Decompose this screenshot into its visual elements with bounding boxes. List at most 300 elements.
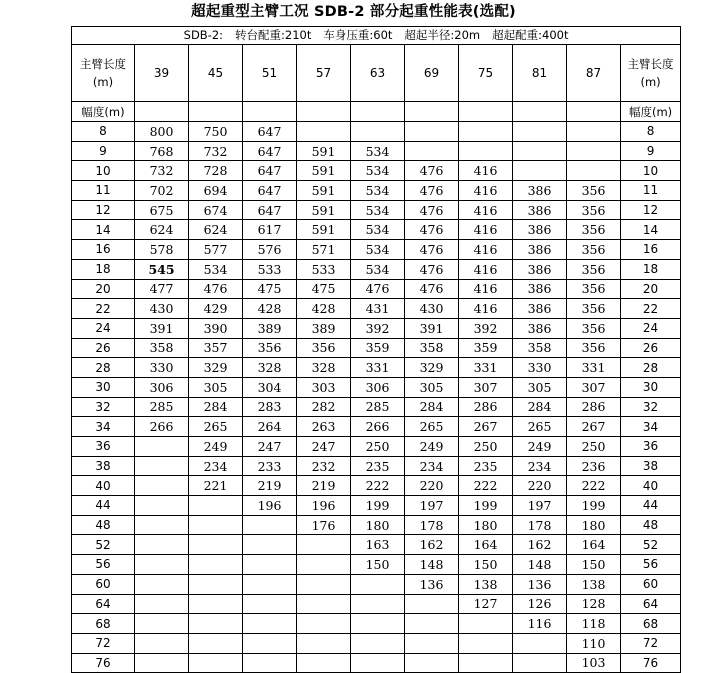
capacity-cell: 250 — [459, 437, 513, 457]
superlift-radius: 超起半径:20m — [404, 28, 481, 42]
radius-cell-left: 20 — [72, 279, 135, 299]
capacity-cell — [243, 515, 297, 535]
capacity-cell: 110 — [567, 633, 621, 653]
boom-length-unit-text: (m) — [92, 75, 114, 89]
capacity-cell — [189, 535, 243, 555]
capacity-cell — [297, 122, 351, 142]
table-row — [72, 358, 681, 378]
table-row — [72, 318, 681, 338]
capacity-cell: 197 — [513, 496, 567, 516]
radius-cell-left: 44 — [72, 496, 135, 516]
capacity-cell — [297, 653, 351, 673]
capacity-cell — [135, 535, 189, 555]
radius-cell-right: 14 — [621, 220, 681, 240]
capacity-cell: 285 — [351, 397, 405, 417]
capacity-cell: 263 — [297, 417, 351, 437]
capacity-cell: 222 — [351, 476, 405, 496]
boom-length-unit-text: (m) — [640, 75, 661, 89]
capacity-cell — [567, 141, 621, 161]
capacity-cell: 284 — [405, 397, 459, 417]
capacity-cell: 136 — [405, 574, 459, 594]
capacity-cell: 247 — [243, 437, 297, 457]
capacity-cell: 674 — [189, 200, 243, 220]
capacity-cell: 150 — [567, 555, 621, 575]
capacity-cell: 180 — [459, 515, 513, 535]
radius-cell-right: 10 — [621, 161, 681, 181]
capacity-cell: 219 — [297, 476, 351, 496]
boom-length-label-text: 主臂长度 — [627, 57, 674, 71]
table-row — [72, 299, 681, 319]
radius-cell-left: 18 — [72, 259, 135, 279]
capacity-cell: 356 — [567, 240, 621, 260]
capacity-cell: 392 — [351, 318, 405, 338]
radius-cell-left: 60 — [72, 574, 135, 594]
capacity-cell: 428 — [297, 299, 351, 319]
capacity-cell: 591 — [297, 181, 351, 201]
capacity-cell — [243, 633, 297, 653]
capacity-cell: 534 — [351, 220, 405, 240]
radius-cell-left: 11 — [72, 181, 135, 201]
capacity-cell: 178 — [513, 515, 567, 535]
capacity-cell: 305 — [189, 377, 243, 397]
capacity-cell: 386 — [513, 240, 567, 260]
radius-cell-left: 38 — [72, 456, 135, 476]
capacity-cell — [513, 653, 567, 673]
capacity-cell — [135, 653, 189, 673]
capacity-cell: 197 — [405, 496, 459, 516]
capacity-cell: 430 — [135, 299, 189, 319]
boom-length-header-cell: 69 — [405, 45, 459, 102]
capacity-cell: 800 — [135, 122, 189, 142]
amplitude-header-empty-cell — [405, 102, 459, 122]
capacity-cell: 282 — [297, 397, 351, 417]
capacity-cell: 330 — [513, 358, 567, 378]
capacity-cell: 571 — [297, 240, 351, 260]
capacity-cell: 136 — [513, 574, 567, 594]
capacity-cell: 591 — [297, 141, 351, 161]
capacity-cell: 249 — [405, 437, 459, 457]
capacity-cell: 127 — [459, 594, 513, 614]
amplitude-header-empty-cell — [135, 102, 189, 122]
capacity-cell: 358 — [405, 338, 459, 358]
capacity-cell: 164 — [459, 535, 513, 555]
capacity-cell — [351, 574, 405, 594]
capacity-cell — [135, 515, 189, 535]
capacity-cell: 128 — [567, 594, 621, 614]
radius-cell-right: 30 — [621, 377, 681, 397]
capacity-cell: 416 — [459, 279, 513, 299]
turntable-counterweight: 转台配重:210t — [235, 28, 312, 42]
boom-length-header-cell: 51 — [243, 45, 297, 102]
capacity-cell — [513, 633, 567, 653]
capacity-cell — [189, 614, 243, 634]
capacity-cell: 389 — [297, 318, 351, 338]
capacity-cell: 357 — [189, 338, 243, 358]
capacity-cell — [297, 614, 351, 634]
radius-cell-left: 30 — [72, 377, 135, 397]
capacity-cell — [189, 633, 243, 653]
capacity-cell: 221 — [189, 476, 243, 496]
capacity-cell: 356 — [567, 220, 621, 240]
radius-cell-left: 52 — [72, 535, 135, 555]
capacity-cell — [243, 535, 297, 555]
capacity-cell: 126 — [513, 594, 567, 614]
table-row — [72, 594, 681, 614]
capacity-cell: 750 — [189, 122, 243, 142]
capacity-cell: 386 — [513, 279, 567, 299]
radius-cell-left: 32 — [72, 397, 135, 417]
config-cell — [72, 27, 681, 45]
capacity-cell: 148 — [405, 555, 459, 575]
boom-length-label-text: 主臂长度 — [80, 57, 126, 71]
capacity-cell: 476 — [405, 181, 459, 201]
capacity-cell — [189, 496, 243, 516]
capacity-cell: 476 — [405, 259, 459, 279]
table-row — [72, 653, 681, 673]
capacity-cell: 196 — [297, 496, 351, 516]
capacity-cell: 358 — [513, 338, 567, 358]
capacity-cell: 533 — [297, 259, 351, 279]
capacity-cell: 356 — [243, 338, 297, 358]
capacity-cell: 476 — [405, 161, 459, 181]
capacity-cell: 219 — [243, 476, 297, 496]
capacity-cell — [405, 122, 459, 142]
capacity-cell: 328 — [243, 358, 297, 378]
capacity-cell: 304 — [243, 377, 297, 397]
radius-cell-right: 16 — [621, 240, 681, 260]
capacity-cell — [135, 555, 189, 575]
capacity-cell: 220 — [405, 476, 459, 496]
radius-cell-left: 8 — [72, 122, 135, 142]
capacity-cell: 356 — [567, 200, 621, 220]
capacity-cell: 150 — [459, 555, 513, 575]
capacity-cell: 534 — [189, 259, 243, 279]
capacity-cell — [135, 633, 189, 653]
boom-length-header-cell: 63 — [351, 45, 405, 102]
capacity-cell: 162 — [513, 535, 567, 555]
table-row — [72, 633, 681, 653]
amplitude-header-row — [72, 102, 681, 122]
capacity-cell: 356 — [567, 259, 621, 279]
capacity-cell: 533 — [243, 259, 297, 279]
radius-cell-right: 52 — [621, 535, 681, 555]
capacity-cell: 222 — [459, 476, 513, 496]
capacity-cell: 624 — [189, 220, 243, 240]
capacity-cell: 428 — [243, 299, 297, 319]
amplitude-header-empty-cell — [189, 102, 243, 122]
capacity-cell: 199 — [351, 496, 405, 516]
capacity-cell: 331 — [567, 358, 621, 378]
capacity-cell: 235 — [459, 456, 513, 476]
radius-cell-left: 16 — [72, 240, 135, 260]
boom-length-header-cell: 57 — [297, 45, 351, 102]
table-row — [72, 259, 681, 279]
capacity-cell — [189, 555, 243, 575]
amplitude-header-empty-cell — [459, 102, 513, 122]
capacity-cell: 264 — [243, 417, 297, 437]
capacity-cell: 118 — [567, 614, 621, 634]
boom-length-label-right — [621, 45, 681, 102]
capacity-cell: 164 — [567, 535, 621, 555]
table-row — [72, 397, 681, 417]
radius-cell-right: 8 — [621, 122, 681, 142]
table-row — [72, 437, 681, 457]
radius-cell-right: 12 — [621, 200, 681, 220]
capacity-cell — [405, 633, 459, 653]
capacity-cell: 392 — [459, 318, 513, 338]
capacity-cell: 305 — [405, 377, 459, 397]
capacity-cell: 235 — [351, 456, 405, 476]
capacity-cell: 576 — [243, 240, 297, 260]
table-row — [72, 456, 681, 476]
capacity-cell — [405, 653, 459, 673]
capacity-cell: 162 — [405, 535, 459, 555]
capacity-cell: 768 — [135, 141, 189, 161]
capacity-cell: 728 — [189, 161, 243, 181]
radius-cell-right: 9 — [621, 141, 681, 161]
capacity-cell: 196 — [243, 496, 297, 516]
capacity-cell: 234 — [405, 456, 459, 476]
superlift-counterweight: 超起配重:400t — [492, 28, 569, 42]
capacity-cell: 386 — [513, 259, 567, 279]
table-row — [72, 377, 681, 397]
capacity-cell: 234 — [513, 456, 567, 476]
capacity-cell: 476 — [405, 279, 459, 299]
capacity-cell: 647 — [243, 200, 297, 220]
capacity-cell — [459, 141, 513, 161]
capacity-cell — [243, 594, 297, 614]
radius-cell-right: 34 — [621, 417, 681, 437]
radius-cell-right: 24 — [621, 318, 681, 338]
radius-cell-left: 64 — [72, 594, 135, 614]
load-chart-table — [71, 26, 681, 673]
radius-cell-left: 22 — [72, 299, 135, 319]
capacity-cell: 359 — [351, 338, 405, 358]
radius-cell-right: 36 — [621, 437, 681, 457]
capacity-cell: 416 — [459, 299, 513, 319]
capacity-cell: 356 — [567, 181, 621, 201]
capacity-cell: 386 — [513, 200, 567, 220]
radius-cell-right: 22 — [621, 299, 681, 319]
capacity-cell: 416 — [459, 220, 513, 240]
boom-length-header-row — [72, 45, 681, 102]
capacity-cell — [297, 633, 351, 653]
radius-cell-left: 48 — [72, 515, 135, 535]
capacity-cell: 329 — [189, 358, 243, 378]
capacity-cell: 176 — [297, 515, 351, 535]
table-row — [72, 574, 681, 594]
capacity-cell: 148 — [513, 555, 567, 575]
page-title: 超起重型主臂工况 SDB-2 部分起重性能表(选配) — [191, 4, 516, 20]
capacity-cell: 591 — [297, 220, 351, 240]
capacity-cell — [243, 555, 297, 575]
capacity-cell: 330 — [135, 358, 189, 378]
capacity-cell: 178 — [405, 515, 459, 535]
capacity-cell — [135, 574, 189, 594]
capacity-cell: 305 — [513, 377, 567, 397]
capacity-cell — [189, 574, 243, 594]
table-row — [72, 240, 681, 260]
capacity-cell — [243, 574, 297, 594]
capacity-cell: 329 — [405, 358, 459, 378]
capacity-cell: 138 — [459, 574, 513, 594]
capacity-cell: 577 — [189, 240, 243, 260]
capacity-cell: 138 — [567, 574, 621, 594]
capacity-cell: 220 — [513, 476, 567, 496]
capacity-cell: 199 — [567, 496, 621, 516]
capacity-cell: 386 — [513, 299, 567, 319]
capacity-cell: 247 — [297, 437, 351, 457]
capacity-cell: 534 — [351, 141, 405, 161]
capacity-cell: 534 — [351, 240, 405, 260]
capacity-cell — [189, 515, 243, 535]
capacity-cell — [405, 594, 459, 614]
capacity-cell: 180 — [567, 515, 621, 535]
capacity-cell: 250 — [567, 437, 621, 457]
capacity-cell: 617 — [243, 220, 297, 240]
capacity-cell: 284 — [513, 397, 567, 417]
capacity-cell: 356 — [567, 279, 621, 299]
capacity-cell — [459, 614, 513, 634]
capacity-cell: 647 — [243, 161, 297, 181]
radius-cell-right: 60 — [621, 574, 681, 594]
capacity-cell: 389 — [243, 318, 297, 338]
capacity-cell: 331 — [459, 358, 513, 378]
capacity-cell: 249 — [189, 437, 243, 457]
capacity-cell: 476 — [405, 220, 459, 240]
capacity-cell — [351, 653, 405, 673]
capacity-cell: 702 — [135, 181, 189, 201]
radius-cell-right: 56 — [621, 555, 681, 575]
radius-cell-right: 11 — [621, 181, 681, 201]
capacity-cell: 732 — [135, 161, 189, 181]
table-row — [72, 535, 681, 555]
radius-cell-right: 64 — [621, 594, 681, 614]
capacity-cell: 545 — [135, 259, 189, 279]
capacity-cell: 265 — [405, 417, 459, 437]
capacity-cell: 331 — [351, 358, 405, 378]
table-row — [72, 496, 681, 516]
capacity-cell: 283 — [243, 397, 297, 417]
capacity-cell: 591 — [297, 200, 351, 220]
radius-cell-left: 12 — [72, 200, 135, 220]
radius-cell-left: 56 — [72, 555, 135, 575]
capacity-cell: 416 — [459, 240, 513, 260]
radius-cell-left: 24 — [72, 318, 135, 338]
capacity-cell: 233 — [243, 456, 297, 476]
radius-cell-left: 28 — [72, 358, 135, 378]
capacity-cell — [513, 161, 567, 181]
capacity-cell: 390 — [189, 318, 243, 338]
capacity-cell — [243, 614, 297, 634]
radius-cell-left: 40 — [72, 476, 135, 496]
capacity-cell: 476 — [405, 200, 459, 220]
capacity-cell: 429 — [189, 299, 243, 319]
capacity-cell: 386 — [513, 220, 567, 240]
capacity-cell: 356 — [567, 338, 621, 358]
capacity-cell: 386 — [513, 318, 567, 338]
capacity-cell — [189, 653, 243, 673]
table-row — [72, 220, 681, 240]
amplitude-header-empty-cell — [567, 102, 621, 122]
table-row — [72, 161, 681, 181]
table-row — [72, 555, 681, 575]
amplitude-header-empty-cell — [297, 102, 351, 122]
capacity-cell — [513, 122, 567, 142]
capacity-cell — [135, 614, 189, 634]
radius-cell-right: 18 — [621, 259, 681, 279]
capacity-cell — [351, 633, 405, 653]
capacity-cell — [405, 141, 459, 161]
capacity-cell — [459, 122, 513, 142]
capacity-cell — [351, 594, 405, 614]
capacity-cell: 475 — [297, 279, 351, 299]
capacity-cell — [135, 456, 189, 476]
radius-cell-left: 68 — [72, 614, 135, 634]
capacity-cell: 675 — [135, 200, 189, 220]
radius-cell-right: 20 — [621, 279, 681, 299]
capacity-cell — [243, 653, 297, 673]
capacity-cell: 476 — [351, 279, 405, 299]
boom-length-header-cell: 75 — [459, 45, 513, 102]
table-row — [72, 417, 681, 437]
capacity-cell: 163 — [351, 535, 405, 555]
radius-cell-left: 36 — [72, 437, 135, 457]
capacity-cell: 266 — [135, 417, 189, 437]
capacity-cell: 647 — [243, 181, 297, 201]
capacity-cell — [297, 555, 351, 575]
capacity-cell — [297, 594, 351, 614]
capacity-cell: 475 — [243, 279, 297, 299]
capacity-cell: 199 — [459, 496, 513, 516]
capacity-cell — [405, 614, 459, 634]
capacity-cell: 591 — [297, 161, 351, 181]
capacity-cell: 303 — [297, 377, 351, 397]
radius-cell-right: 28 — [621, 358, 681, 378]
radius-cell-left: 26 — [72, 338, 135, 358]
capacity-cell: 232 — [297, 456, 351, 476]
amplitude-label-right: 幅度(m) — [621, 102, 681, 122]
capacity-cell: 476 — [189, 279, 243, 299]
capacity-cell: 358 — [135, 338, 189, 358]
capacity-cell — [567, 122, 621, 142]
capacity-cell: 266 — [351, 417, 405, 437]
capacity-cell: 416 — [459, 259, 513, 279]
capacity-cell: 116 — [513, 614, 567, 634]
boom-length-label-left — [72, 45, 135, 102]
radius-cell-left: 76 — [72, 653, 135, 673]
capacity-cell: 222 — [567, 476, 621, 496]
capacity-cell: 476 — [405, 240, 459, 260]
capacity-cell — [297, 574, 351, 594]
capacity-cell: 180 — [351, 515, 405, 535]
capacity-cell — [567, 161, 621, 181]
table-row — [72, 279, 681, 299]
table-row — [72, 338, 681, 358]
radius-cell-right: 48 — [621, 515, 681, 535]
radius-cell-left: 72 — [72, 633, 135, 653]
capacity-cell: 732 — [189, 141, 243, 161]
radius-cell-right: 76 — [621, 653, 681, 673]
capacity-cell: 416 — [459, 181, 513, 201]
table-row — [72, 181, 681, 201]
radius-cell-left: 10 — [72, 161, 135, 181]
capacity-cell: 150 — [351, 555, 405, 575]
capacity-cell: 534 — [351, 181, 405, 201]
table-row — [72, 515, 681, 535]
capacity-cell: 284 — [189, 397, 243, 417]
capacity-cell: 391 — [405, 318, 459, 338]
